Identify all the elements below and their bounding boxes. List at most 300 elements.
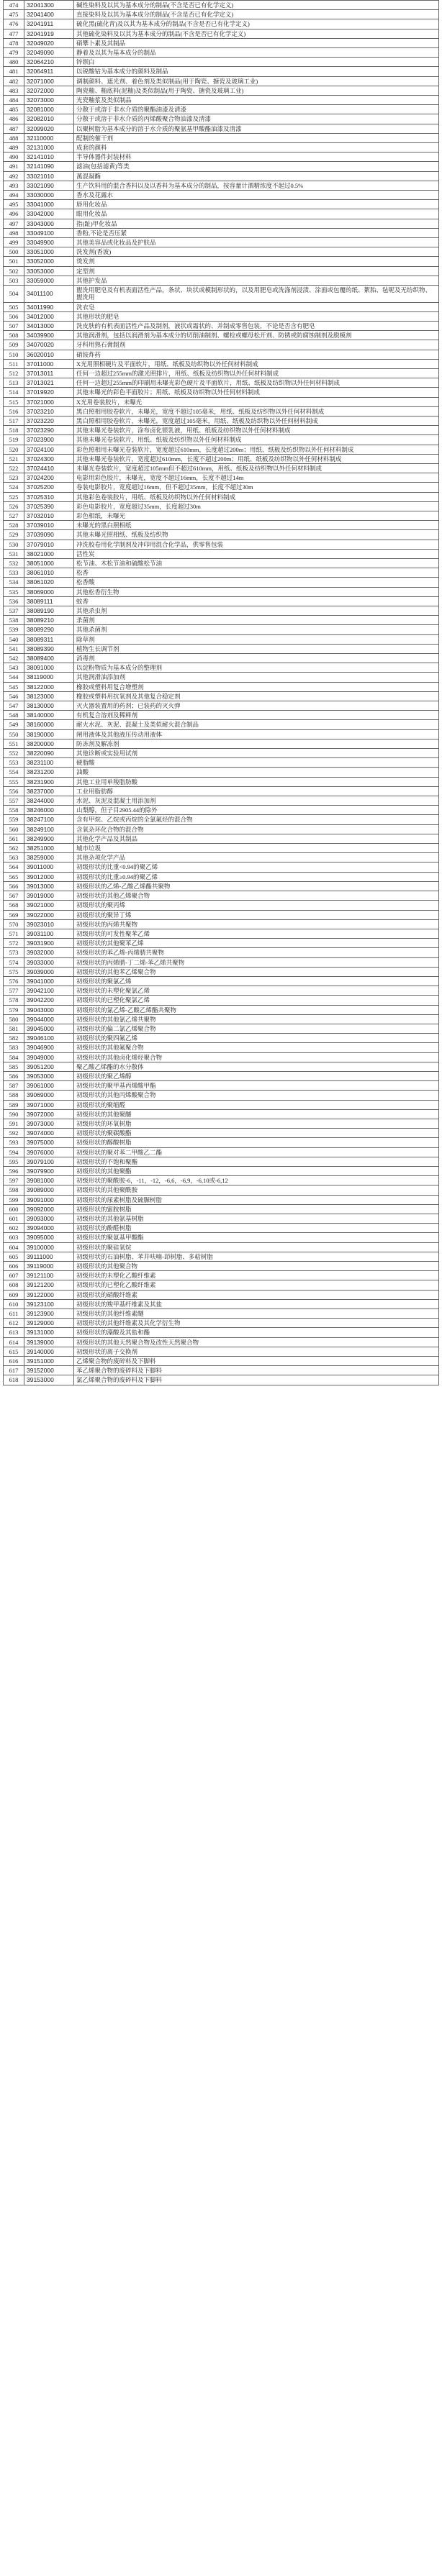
item-description: 初级形状的其他乙烯聚合物	[74, 891, 439, 901]
item-description: 除草剂	[74, 634, 439, 644]
item-description: 静着及以其为基本成分的制品	[74, 48, 439, 58]
item-description: 氯乙烯聚合物的废碎料及下脚料	[74, 1375, 439, 1385]
tariff-code: 38190000	[24, 729, 74, 739]
item-description: 其他未曝光卷装软片，宽度超过610mm，长度不超过200m；用纸、纸板及纺织物以外任何材料制成	[74, 454, 439, 463]
table-row	[4, 1166, 439, 1175]
tariff-code: 37079010	[24, 540, 74, 549]
table-row	[4, 587, 439, 596]
tariff-code: 38247100	[24, 815, 74, 824]
row-number: 594	[4, 1147, 24, 1157]
row-number: 538	[4, 616, 24, 625]
row-number: 553	[4, 758, 24, 768]
item-description: 初级形状的其他聚酰胺	[74, 1185, 439, 1195]
table-row	[4, 948, 439, 957]
row-number: 582	[4, 1034, 24, 1043]
row-number: 525	[4, 492, 24, 501]
item-description: 水泥、灰泥及混凝土用添加剂	[74, 796, 439, 806]
table-row	[4, 463, 439, 473]
row-number: 603	[4, 1233, 24, 1242]
item-description: 初级形状的环氧树脂	[74, 1119, 439, 1128]
row-number: 504	[4, 286, 24, 302]
tariff-code: 37024200	[24, 473, 74, 483]
table-row	[4, 114, 439, 124]
table-row	[4, 634, 439, 644]
item-description: 初级形状的比重≥0.94的聚乙烯	[74, 872, 439, 881]
item-description: 任何一边超过255mm的印刷用未曝光彩色硬片及平面软片，用纸、纸板及纺织物以外任何材料制成	[74, 378, 439, 388]
item-description: 卷装电影胶片，宽度超过16mm，但不超过35mm，长度不超过30m	[74, 483, 439, 492]
tariff-code: 32041919	[24, 29, 74, 38]
tariff-code: 33021010	[24, 171, 74, 181]
item-description: 城市垃圾	[74, 844, 439, 853]
row-number: 519	[4, 435, 24, 445]
table-row	[4, 96, 439, 105]
tariff-code: 39045000	[24, 1024, 74, 1033]
row-number: 483	[4, 86, 24, 95]
item-description: 油酸	[74, 768, 439, 777]
tariff-code: 39031900	[24, 939, 74, 948]
item-description: 其他未曝光的彩色平面胶片；用纸、纸板及纺织物以外任何材料制成	[74, 388, 439, 397]
row-number: 533	[4, 568, 24, 578]
table-row	[4, 1100, 439, 1109]
row-number: 551	[4, 739, 24, 748]
row-number: 517	[4, 416, 24, 425]
item-description: X光用卷装胶片，未曝光	[74, 397, 439, 406]
table-row	[4, 48, 439, 58]
table-row	[4, 86, 439, 95]
row-number: 494	[4, 191, 24, 200]
table-row	[4, 673, 439, 682]
tariff-code: 39151000	[24, 1357, 74, 1366]
table-row	[4, 1252, 439, 1261]
item-description: 香粉,不论是否压紧	[74, 228, 439, 237]
row-number: 545	[4, 682, 24, 691]
tariff-code: 32081000	[24, 105, 74, 114]
row-number: 559	[4, 815, 24, 824]
table-row	[4, 929, 439, 938]
table-row	[4, 824, 439, 834]
item-description: 彩色相纸，未曝光	[74, 511, 439, 520]
tariff-code: 36020010	[24, 350, 74, 359]
table-row	[4, 691, 439, 701]
table-row	[4, 596, 439, 606]
table-row	[4, 1, 439, 10]
row-number: 506	[4, 311, 24, 321]
item-description: 未曝光卷装软片，宽度超过105mm但不超过610mm，用纸、纸板及纺织物以外任何材料制成	[74, 463, 439, 473]
item-description: 初级形状的聚四氟乙烯	[74, 1034, 439, 1043]
tariff-code: 34012000	[24, 311, 74, 321]
tariff-code: 37013021	[24, 378, 74, 388]
tariff-code: 37011000	[24, 359, 74, 368]
item-description: 初级形状的聚对苯二甲酸乙二酯	[74, 1147, 439, 1157]
table-row	[4, 266, 439, 276]
table-row	[4, 729, 439, 739]
row-number: 523	[4, 473, 24, 483]
row-number: 613	[4, 1328, 24, 1337]
tariff-code: 39153000	[24, 1375, 74, 1385]
table-row	[4, 1195, 439, 1204]
item-description: 初级形状的偏二氯乙烯聚合物	[74, 1024, 439, 1033]
tariff-code: 38251000	[24, 844, 74, 853]
row-number: 544	[4, 673, 24, 682]
table-row	[4, 350, 439, 359]
row-number: 478	[4, 38, 24, 47]
item-description: 初级形状的丙烯腈-丁二烯-苯乙烯共聚物	[74, 957, 439, 967]
item-description: 直接染料及以其为基本成分的制品(不含是否已有化学定义)	[74, 10, 439, 19]
item-description: 以淀粉物质为基本成分的整理剂	[74, 663, 439, 673]
item-description: 活性炭	[74, 549, 439, 558]
item-description: 初级形状的聚缩醛	[74, 1100, 439, 1109]
table-row	[4, 644, 439, 653]
row-number: 557	[4, 796, 24, 806]
tariff-code: 32072000	[24, 86, 74, 95]
table-row	[4, 540, 439, 549]
row-number: 616	[4, 1357, 24, 1366]
item-description: 初级形状的未塑化聚氯乙烯	[74, 986, 439, 996]
row-number: 584	[4, 1052, 24, 1062]
row-number: 490	[4, 153, 24, 162]
table-row	[4, 521, 439, 530]
table-row	[4, 1319, 439, 1328]
tariff-code: 33052000	[24, 257, 74, 266]
tariff-code: 32041911	[24, 19, 74, 29]
table-row	[4, 749, 439, 758]
tariff-code: 38089210	[24, 616, 74, 625]
row-number: 578	[4, 996, 24, 1005]
row-number: 571	[4, 929, 24, 938]
tariff-code: 39021000	[24, 901, 74, 910]
table-row	[4, 1224, 439, 1233]
table-row	[4, 321, 439, 330]
row-number: 573	[4, 948, 24, 957]
table-row	[4, 1062, 439, 1071]
tariff-code: 38244000	[24, 796, 74, 806]
table-row	[4, 10, 439, 19]
tariff-code: 39042200	[24, 996, 74, 1005]
tariff-code: 38231900	[24, 777, 74, 786]
table-row	[4, 654, 439, 663]
table-row	[4, 891, 439, 901]
item-description: 其他未曝光照相纸、纸板及纺织物	[74, 530, 439, 540]
row-number: 604	[4, 1242, 24, 1252]
tariff-code: 38246000	[24, 806, 74, 815]
row-number: 563	[4, 853, 24, 863]
item-description: 初级形状的其他氟聚合物	[74, 1043, 439, 1052]
table-row	[4, 996, 439, 1005]
row-number: 590	[4, 1109, 24, 1119]
tariff-code: 38220090	[24, 749, 74, 758]
item-description: 黑白照相用胶卷软片，未曝光，宽度超过105毫米，用纸、纸板及纺织物以外任何材料制成	[74, 416, 439, 425]
table-row	[4, 1147, 439, 1157]
item-description: 调制颜料、遮光剂、着色剂及类似制品(用于陶瓷、搪瓷及玻璃工业)	[74, 76, 439, 86]
item-description: 萬混凝酶	[74, 171, 439, 181]
tariff-code: 39043000	[24, 1005, 74, 1014]
item-description: 含有甲烷、乙烷或丙烷的全氯氟烃的混合物	[74, 815, 439, 824]
item-description: 初级形状的聚硅氧烷	[74, 1242, 439, 1252]
tariff-code: 37025310	[24, 492, 74, 501]
item-description: 光瓷釉浆及类似制品	[74, 96, 439, 105]
tariff-code: 37024410	[24, 463, 74, 473]
tariff-code: 39074000	[24, 1129, 74, 1138]
table-row	[4, 844, 439, 853]
tariff-code: 39051200	[24, 1062, 74, 1071]
row-number: 532	[4, 558, 24, 568]
item-description: 初级形状的聚甲基丙烯酸甲酯	[74, 1081, 439, 1091]
table-row	[4, 853, 439, 863]
row-number: 522	[4, 463, 24, 473]
tariff-code: 38089390	[24, 644, 74, 653]
table-row	[4, 739, 439, 748]
tariff-code: 39049000	[24, 1052, 74, 1062]
item-description: 初级形状的醇酸树脂	[74, 1138, 439, 1147]
item-description: 橡胶或塑料用复合增塑剂	[74, 682, 439, 691]
tariff-code: 38231100	[24, 758, 74, 768]
tariff-code: 38021000	[24, 549, 74, 558]
table-row	[4, 473, 439, 483]
table-row	[4, 568, 439, 578]
table-row	[4, 1280, 439, 1290]
tariff-code: 38091000	[24, 663, 74, 673]
item-description: 盥洗用肥皂及有机表面活性产品，条状、块状或模制形状的，以及用肥皂或洗涤剂浸渍、涂面或包覆的纸、絮胎、毡呢及无纺织物、盥洗用	[74, 286, 439, 302]
row-number: 581	[4, 1024, 24, 1033]
tariff-code: 33049900	[24, 238, 74, 247]
row-number: 509	[4, 340, 24, 350]
table-row	[4, 1214, 439, 1224]
tariff-code: 33049100	[24, 228, 74, 237]
tariff-code: 34011100	[24, 286, 74, 302]
row-number: 562	[4, 844, 24, 853]
row-number: 566	[4, 881, 24, 891]
row-number: 495	[4, 200, 24, 209]
tariff-code: 39123900	[24, 1309, 74, 1319]
item-description: 苯乙烯聚合物的废碎料及下脚料	[74, 1366, 439, 1375]
table-row	[4, 872, 439, 881]
row-number: 488	[4, 133, 24, 142]
tariff-code: 39152000	[24, 1366, 74, 1375]
item-description: 滤油(包括滤黄)等类	[74, 162, 439, 171]
item-description: 初级形状的其他氨基树脂	[74, 1214, 439, 1224]
item-description: 眼用化妆品	[74, 209, 439, 219]
item-description: 初级形状的未塑化乙酸纤维素	[74, 1271, 439, 1280]
row-number: 574	[4, 957, 24, 967]
row-number: 512	[4, 368, 24, 378]
tariff-code: 32071000	[24, 76, 74, 86]
row-number: 528	[4, 521, 24, 530]
row-number: 556	[4, 786, 24, 796]
item-description: 初级形状的其他纤维素醚	[74, 1309, 439, 1319]
item-description: 烫发剂	[74, 257, 439, 266]
tariff-code: 38200000	[24, 739, 74, 748]
tariff-code: 37019920	[24, 388, 74, 397]
row-number: 606	[4, 1262, 24, 1271]
row-number: 503	[4, 276, 24, 285]
item-description: 初级形状的聚异丁烯	[74, 910, 439, 919]
tariff-code: 39111000	[24, 1252, 74, 1261]
item-description: 指(趾)甲化妆品	[74, 219, 439, 228]
row-number: 577	[4, 986, 24, 996]
row-number: 479	[4, 48, 24, 58]
row-number: 515	[4, 397, 24, 406]
table-row	[4, 1337, 439, 1347]
tariff-code: 38123000	[24, 691, 74, 701]
row-number: 576	[4, 976, 24, 986]
row-number: 518	[4, 426, 24, 435]
row-number: 537	[4, 606, 24, 616]
row-number: 513	[4, 378, 24, 388]
row-number: 600	[4, 1204, 24, 1214]
table-row	[4, 1262, 439, 1271]
row-number: 485	[4, 105, 24, 114]
row-number: 535	[4, 587, 24, 596]
table-row	[4, 625, 439, 634]
tariff-code: 39091000	[24, 1195, 74, 1204]
row-number: 536	[4, 596, 24, 606]
row-number: 588	[4, 1091, 24, 1100]
table-row	[4, 834, 439, 843]
item-description: 其他杀虫剂	[74, 606, 439, 616]
item-description: 杀菌剂	[74, 616, 439, 625]
table-row	[4, 153, 439, 162]
table-row	[4, 58, 439, 67]
row-number: 618	[4, 1375, 24, 1385]
row-number: 558	[4, 806, 24, 815]
tariff-code: 37021000	[24, 397, 74, 406]
item-description: 初级形状的其他聚合物	[74, 1262, 439, 1271]
row-number: 501	[4, 257, 24, 266]
item-description: 黑白照相用胶卷软片，未曝光，宽度不超过105毫米，用纸、纸板及纺织物以外任何材料制成	[74, 406, 439, 416]
row-number: 595	[4, 1157, 24, 1166]
row-number: 605	[4, 1252, 24, 1261]
table-row	[4, 143, 439, 153]
table-row	[4, 919, 439, 929]
tariff-code: 37039090	[24, 530, 74, 540]
row-number: 568	[4, 901, 24, 910]
row-number: 554	[4, 768, 24, 777]
tariff-code: 37024100	[24, 445, 74, 454]
table-row	[4, 711, 439, 720]
row-number: 570	[4, 919, 24, 929]
item-description: 陶瓷釉、釉底料(泥釉)及类似制品(用于陶瓷、搪瓷及玻璃工业)	[74, 86, 439, 95]
row-number: 561	[4, 834, 24, 843]
tariff-code: 32131000	[24, 143, 74, 153]
row-number: 565	[4, 872, 24, 881]
tariff-code: 37023220	[24, 416, 74, 425]
tariff-code: 39121200	[24, 1280, 74, 1290]
row-number: 520	[4, 445, 24, 454]
tariff-code: 39076000	[24, 1147, 74, 1157]
item-description: 初级形状的乙烯-乙酸乙烯酯共聚物	[74, 881, 439, 891]
table-row	[4, 359, 439, 368]
row-number: 476	[4, 19, 24, 29]
item-description: 配制的催干剂	[74, 133, 439, 142]
item-description: 灭火器装置用的药剂；已装药的灭火弹	[74, 701, 439, 711]
table-row	[4, 1299, 439, 1309]
tariff-code: 39140000	[24, 1347, 74, 1356]
tariff-code: 39075000	[24, 1138, 74, 1147]
table-row	[4, 397, 439, 406]
table-row	[4, 777, 439, 786]
table-row	[4, 986, 439, 996]
item-description: 以锐酸钴为基本成分的颜料及制品	[74, 67, 439, 76]
item-description: 初级形状的其他纤维素及其化学衍生物	[74, 1319, 439, 1328]
tariff-code: 39123100	[24, 1299, 74, 1309]
row-number: 475	[4, 10, 24, 19]
tariff-code: 39053000	[24, 1071, 74, 1080]
tariff-code: 37023900	[24, 435, 74, 445]
tariff-code: 32082010	[24, 114, 74, 124]
tariff-code: 32099020	[24, 124, 74, 133]
table-row	[4, 1052, 439, 1062]
table-row	[4, 19, 439, 29]
tariff-code: 39094000	[24, 1224, 74, 1233]
table-row	[4, 483, 439, 492]
item-description: 蚊香	[74, 596, 439, 606]
row-number: 564	[4, 863, 24, 872]
tariff-code: 32064911	[24, 67, 74, 76]
item-description: 耐火水泥、灰泥、混凝土及类似耐火混合制品	[74, 720, 439, 729]
tariff-code: 39033000	[24, 957, 74, 967]
row-number: 529	[4, 530, 24, 540]
item-description: 初级形状的聚丙烯	[74, 901, 439, 910]
tariff-code: 37025390	[24, 501, 74, 511]
item-description: 乙烯聚合物的废碎料及下脚料	[74, 1357, 439, 1366]
table-row	[4, 1204, 439, 1214]
tariff-code: 37013011	[24, 368, 74, 378]
table-row	[4, 302, 439, 311]
table-row	[4, 1071, 439, 1080]
tariff-code: 39100000	[24, 1242, 74, 1252]
table-row	[4, 331, 439, 340]
row-number: 569	[4, 910, 24, 919]
row-number: 560	[4, 824, 24, 834]
row-number: 516	[4, 406, 24, 416]
table-row	[4, 1375, 439, 1385]
row-number: 555	[4, 777, 24, 786]
item-description: 分散于或溶于非水介质的丙烯酸聚合物油漆及清漆	[74, 114, 439, 124]
tariff-code: 38061010	[24, 568, 74, 578]
item-description: 彩色照相用未曝光卷装软片，宽度超过610mm，长度超过200m；用纸、纸板及纺织物以外任何材料制成	[74, 445, 439, 454]
tariff-code: 39071000	[24, 1100, 74, 1109]
item-description: 消毒剂	[74, 654, 439, 663]
tariff-code: 38140000	[24, 711, 74, 720]
table-row	[4, 720, 439, 729]
item-description: 生产饮料用的混合香料以及以香料为基本成分的制品，按容量计酒精浓度不起过0.5%	[74, 181, 439, 190]
item-description: 初级形状的离子交换剂	[74, 1347, 439, 1356]
tariff-code: 39073000	[24, 1119, 74, 1128]
row-number: 591	[4, 1119, 24, 1128]
table-row	[4, 1290, 439, 1299]
table-row	[4, 758, 439, 768]
tariff-code: 33051000	[24, 247, 74, 257]
item-description: 硝攀卜素及其制品	[74, 38, 439, 47]
row-number: 585	[4, 1062, 24, 1071]
tariff-code: 38051000	[24, 558, 74, 568]
tariff-code: 38061020	[24, 578, 74, 587]
tariff-code: 32064210	[24, 58, 74, 67]
table-row	[4, 247, 439, 257]
row-number: 552	[4, 749, 24, 758]
row-number: 575	[4, 967, 24, 976]
item-description: 初级形状的聚乙烯醇	[74, 1071, 439, 1080]
table-row	[4, 796, 439, 806]
table-row	[4, 501, 439, 511]
table-row	[4, 76, 439, 86]
item-description: 初级形状的已塑化聚氯乙烯	[74, 996, 439, 1005]
item-description: 初级形状的丙烯共聚物	[74, 919, 439, 929]
item-description: 松香酸	[74, 578, 439, 587]
row-number: 611	[4, 1309, 24, 1319]
table-row	[4, 1157, 439, 1166]
tariff-code: 39042100	[24, 986, 74, 996]
